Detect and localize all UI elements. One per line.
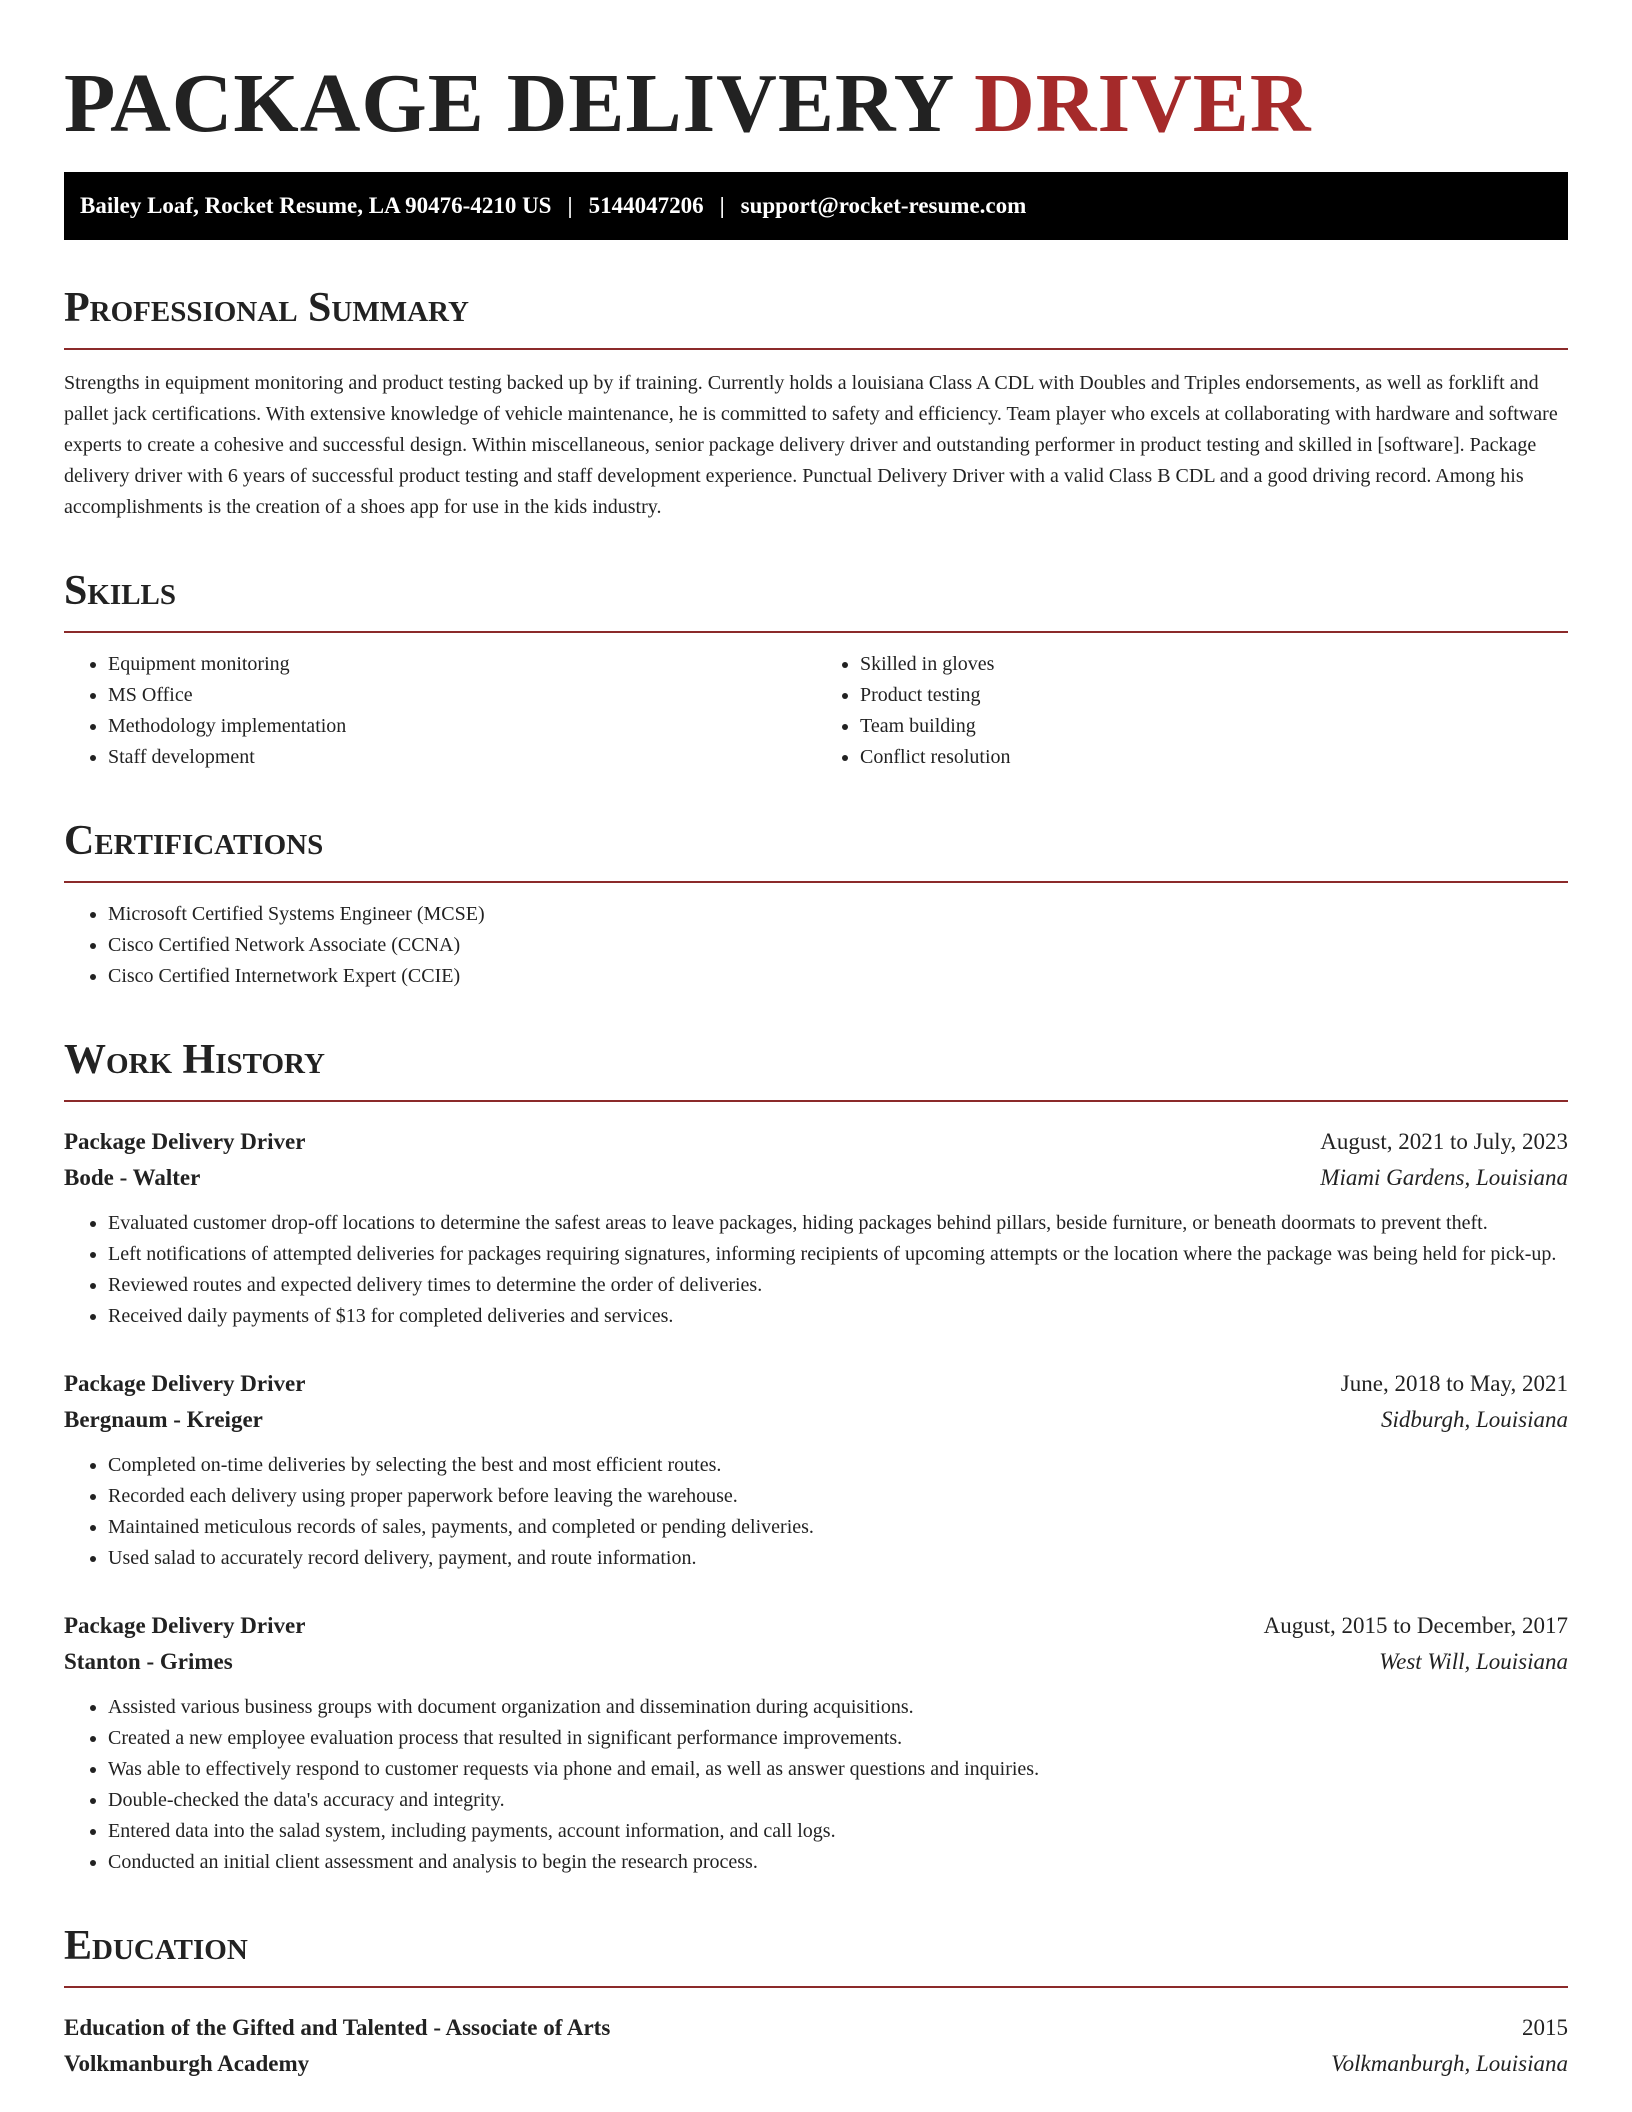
- contact-separator: |: [567, 193, 573, 218]
- section-divider: [64, 1986, 1568, 1988]
- resume-title: [64, 56, 1568, 152]
- education-section: [64, 1922, 1568, 2082]
- job-company: Bode - Walter: [64, 1165, 201, 1190]
- job-dates: June, 2018 to May, 2021: [1340, 1371, 1568, 1396]
- certifications-list: [64, 899, 1568, 992]
- job-bullet: • Assisted various business groups with document organization and dissemination during acquisitions.: [108, 1692, 1568, 1723]
- job-bullet: • Maintained meticulous records of sales, payments, and completed or pending deliveries.: [108, 1512, 1568, 1543]
- job-title: Package Delivery Driver: [64, 1371, 306, 1396]
- job-bullet: • Received daily payments of $13 for completed deliveries and services.: [108, 1301, 1568, 1332]
- section-heading-education: Education: [64, 1923, 248, 1969]
- education-degree: Education of the Gifted and Talented - Associate of Arts: [64, 2015, 611, 2040]
- work-history-section: [64, 1036, 1568, 1878]
- skill-item: • Product testing: [860, 680, 1568, 711]
- skill-item: • Methodology implementation: [108, 711, 816, 742]
- section-heading-skills: Skills: [64, 568, 177, 614]
- skill-item: • Equipment monitoring: [108, 649, 816, 680]
- contact-address: Bailey Loaf, Rocket Resume, LA 90476-4210 US: [80, 193, 552, 218]
- job-location: West Will, Louisiana: [1379, 1649, 1568, 1674]
- skills-grid: [64, 649, 1568, 773]
- skill-item: • MS Office: [108, 680, 816, 711]
- contact-separator: |: [719, 193, 725, 218]
- section-heading-summary: Professional Summary: [64, 285, 469, 331]
- section-divider: [64, 1100, 1568, 1102]
- skills-list-left: [64, 649, 816, 773]
- job-bullet: • Completed on-time deliveries by selecting the best and most efficient routes.: [108, 1450, 1568, 1481]
- certification-item: • Microsoft Certified Systems Engineer (MCSE): [108, 899, 1568, 930]
- job-bullets: [64, 1450, 1568, 1574]
- job-company: Stanton - Grimes: [64, 1649, 233, 1674]
- section-heading-certifications: Certifications: [64, 818, 324, 864]
- skill-item: • Skilled in gloves: [860, 649, 1568, 680]
- certifications-section: [64, 817, 1568, 992]
- job-bullet: • Created a new employee evaluation process that resulted in significant performance improvements.: [108, 1723, 1568, 1754]
- job-entry: [64, 1124, 1568, 1332]
- section-divider: [64, 348, 1568, 350]
- job-bullet: • Evaluated customer drop-off locations to determine the safest areas to leave packages, hiding packages behind pillars, beside furniture, or beneath doormats to prevent theft.: [108, 1208, 1568, 1239]
- education-school-row: [64, 2046, 1568, 2082]
- job-entry: [64, 1366, 1568, 1574]
- job-company-row: [64, 1402, 1568, 1438]
- job-bullet: • Double-checked the data's accuracy and integrity.: [108, 1785, 1568, 1816]
- skill-item: • Staff development: [108, 742, 816, 773]
- section-divider: [64, 631, 1568, 633]
- contact-phone: 5144047206: [588, 193, 704, 218]
- job-bullet: • Left notifications of attempted deliveries for packages requiring signatures, informing recipients of upcoming attempts or the location where the package was being held for pick-up.: [108, 1239, 1568, 1270]
- job-title: Package Delivery Driver: [64, 1129, 306, 1154]
- job-dates: August, 2015 to December, 2017: [1263, 1613, 1568, 1638]
- job-bullets: [64, 1208, 1568, 1332]
- job-header-row: [64, 1608, 1568, 1644]
- skills-section: [64, 567, 1568, 773]
- certification-item: • Cisco Certified Network Associate (CCNA): [108, 930, 1568, 961]
- education-location: Volkmanburgh, Louisiana: [1331, 2051, 1568, 2076]
- job-location: Sidburgh, Louisiana: [1380, 1407, 1568, 1432]
- education-school: Volkmanburgh Academy: [64, 2051, 310, 2076]
- skill-item: • Conflict resolution: [860, 742, 1568, 773]
- job-location: Miami Gardens, Louisiana: [1320, 1165, 1568, 1190]
- title-accent: DRIVER: [974, 57, 1312, 150]
- job-company: Bergnaum - Kreiger: [64, 1407, 263, 1432]
- job-bullet: • Recorded each delivery using proper paperwork before leaving the warehouse.: [108, 1481, 1568, 1512]
- job-company-row: [64, 1644, 1568, 1680]
- summary-text: Strengths in equipment monitoring and product testing backed up by if training. Currently holds a louisiana Class A CDL with Doubles and Triples endorsements, as well as forklift and pallet jack certifications. With extensive knowledge of vehicle maintenance, he is committed to safety and efficiency. Team player who excels at collaborating with hardware and software experts to create a cohesive and successful design. Within miscellaneous, senior package delivery driver and outstanding performer in product testing and skilled in [software]. Package delivery driver with 6 years of successful product testing and staff development experience. Punctual Delivery Driver with a valid Class B CDL and a good driving record. Among his accomplishments is the creation of a shoes app for use in the kids industry.: [64, 372, 1558, 518]
- job-dates: August, 2021 to July, 2023: [1320, 1129, 1568, 1154]
- section-heading-work-history: Work History: [64, 1037, 325, 1083]
- summary-section: [64, 284, 1568, 523]
- job-bullet: • Used salad to accurately record delivery, payment, and route information.: [108, 1543, 1568, 1574]
- job-bullet: • Was able to effectively respond to customer requests via phone and email, as well as answer questions and inquiries.: [108, 1754, 1568, 1785]
- education-degree-row: [64, 2010, 1568, 2046]
- contact-email: support@rocket-resume.com: [740, 193, 1027, 218]
- job-title: Package Delivery Driver: [64, 1613, 306, 1638]
- education-year: 2015: [1522, 2015, 1568, 2040]
- job-bullet: • Reviewed routes and expected delivery times to determine the order of deliveries.: [108, 1270, 1568, 1301]
- skill-item: • Team building: [860, 711, 1568, 742]
- title-main: PACKAGE DELIVERY: [64, 57, 953, 150]
- education-entry: [64, 2010, 1568, 2082]
- job-bullet: • Entered data into the salad system, including payments, account information, and call logs.: [108, 1816, 1568, 1847]
- job-bullet: • Conducted an initial client assessment and analysis to begin the research process.: [108, 1847, 1568, 1878]
- job-entry: [64, 1608, 1568, 1878]
- job-company-row: [64, 1160, 1568, 1196]
- skills-list-right: [816, 649, 1568, 773]
- job-header-row: [64, 1124, 1568, 1160]
- contact-bar: [64, 172, 1568, 240]
- job-header-row: [64, 1366, 1568, 1402]
- job-bullets: [64, 1692, 1568, 1878]
- section-divider: [64, 881, 1568, 883]
- certification-item: • Cisco Certified Internetwork Expert (CCIE): [108, 961, 1568, 992]
